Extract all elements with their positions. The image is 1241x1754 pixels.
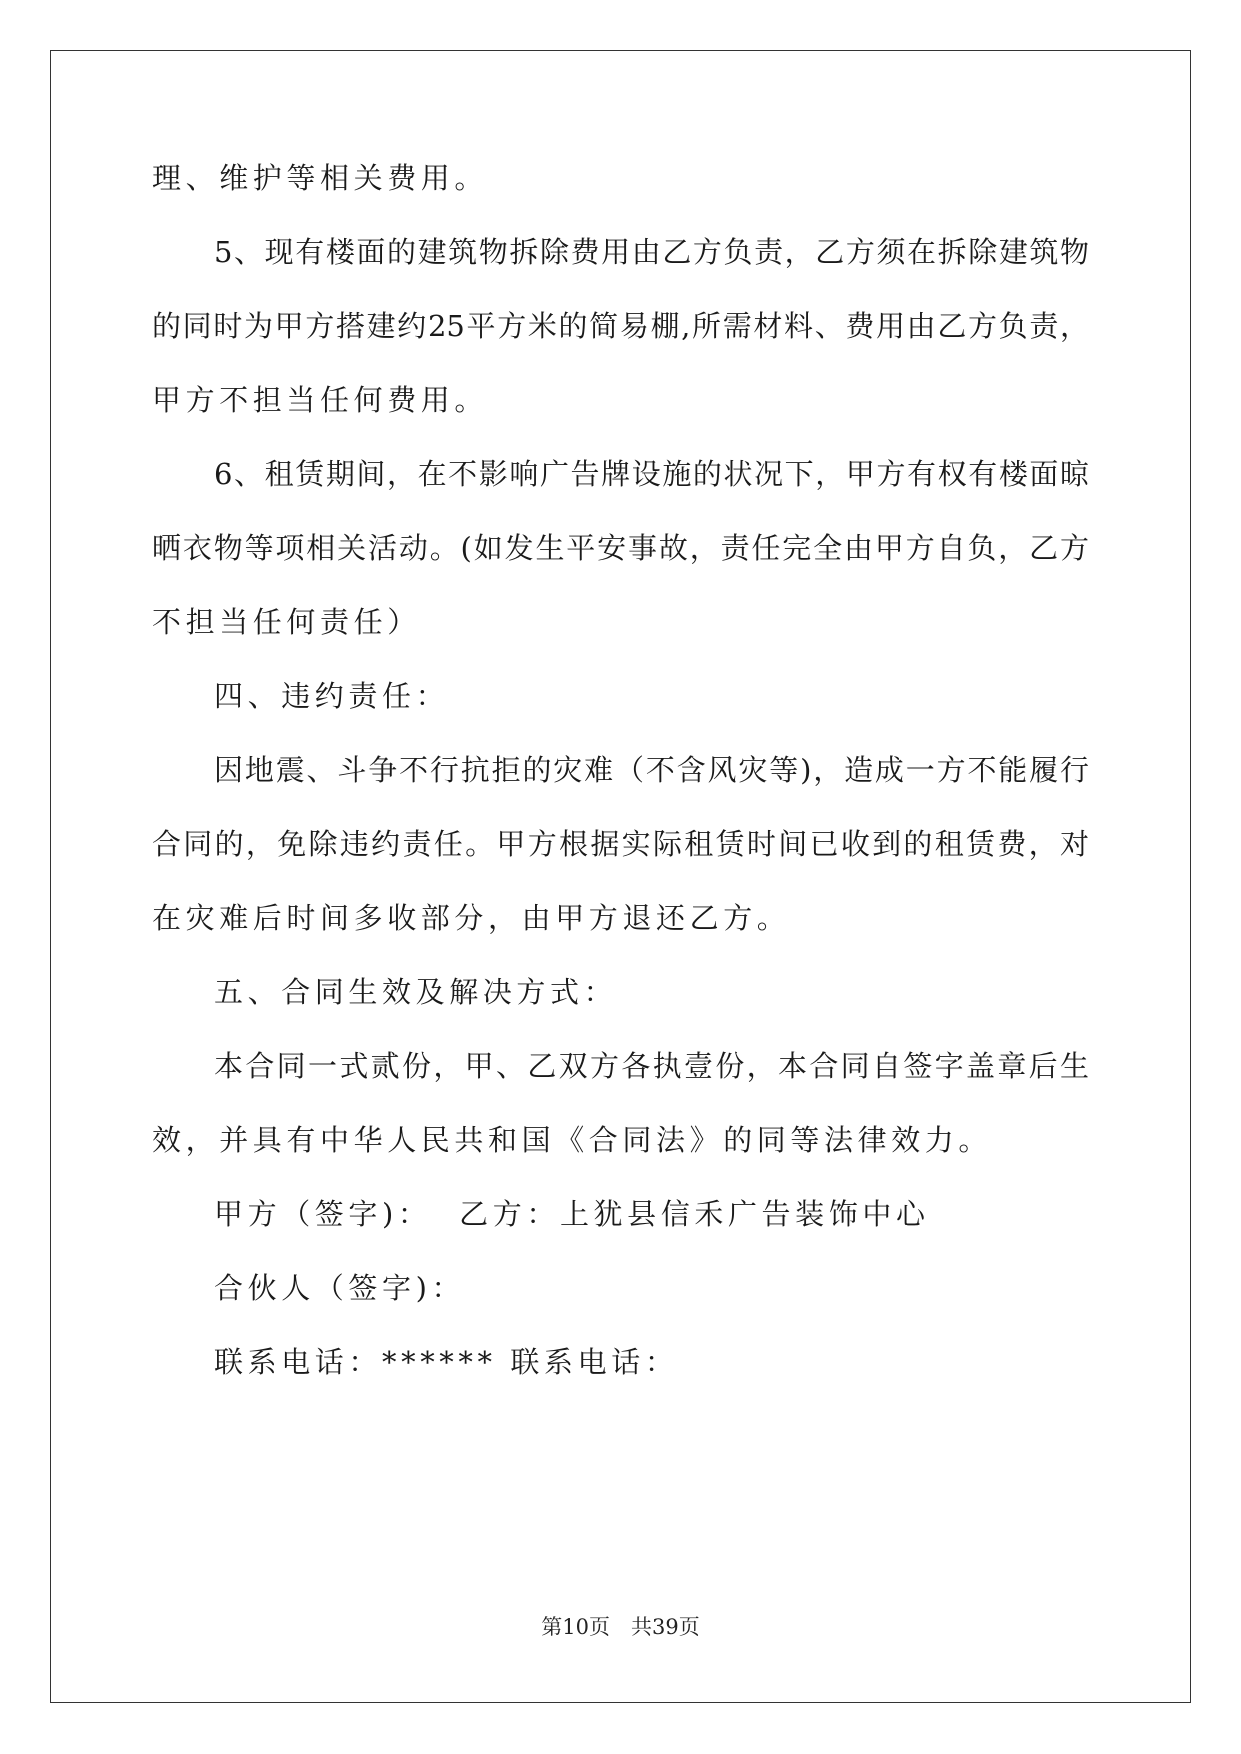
text-line-11: 在灾难后时间多收部分，由甲方退还乙方。 (152, 901, 791, 935)
page-number: 第10页 共39页 (541, 1615, 700, 1639)
text-line-6: 晒衣物等项相关活动。(如发生平安事故，责任完全由甲方自负，乙方 (152, 531, 1089, 565)
text-line-9: 因地震、斗争不行抗拒的灾难（不含风灾等)，造成一方不能履行 (214, 753, 1089, 787)
text-line-2: 5、现有楼面的建筑物拆除费用由乙方负责，乙方须在拆除建筑物 (214, 235, 1089, 269)
text-line-14: 效，并具有中华人民共和国《合同法》的同等法律效力。 (152, 1123, 993, 1157)
text-line-3: 的同时为甲方搭建约25平方米的简易棚,所需材料、费用由乙方负责， (152, 309, 1089, 343)
signature-line-partner: 合伙人（签字)： (214, 1271, 466, 1305)
signature-line-parties: 甲方（签字)： 乙方：上犹县信禾广告装饰中心 (214, 1197, 930, 1231)
section-heading-effect: 五、合同生效及解决方式： (214, 975, 618, 1009)
text-line-13: 本合同一式贰份，甲、乙双方各执壹份，本合同自签字盖章后生 (214, 1049, 1089, 1083)
text-line-7: 不担当任何责任） (152, 605, 421, 639)
text-line-4: 甲方不担当任何费用。 (152, 383, 489, 417)
text-line-1: 理、维护等相关费用。 (152, 161, 489, 195)
contact-phone-line: 联系电话：****** 联系电话： (214, 1345, 679, 1379)
section-heading-breach: 四、违约责任： (214, 679, 450, 713)
page-border (50, 50, 1191, 1703)
text-line-10: 合同的，免除违约责任。甲方根据实际租赁时间已收到的租赁费，对 (152, 827, 1089, 861)
text-line-5: 6、租赁期间，在不影响广告牌设施的状况下，甲方有权有楼面晾 (214, 457, 1089, 491)
